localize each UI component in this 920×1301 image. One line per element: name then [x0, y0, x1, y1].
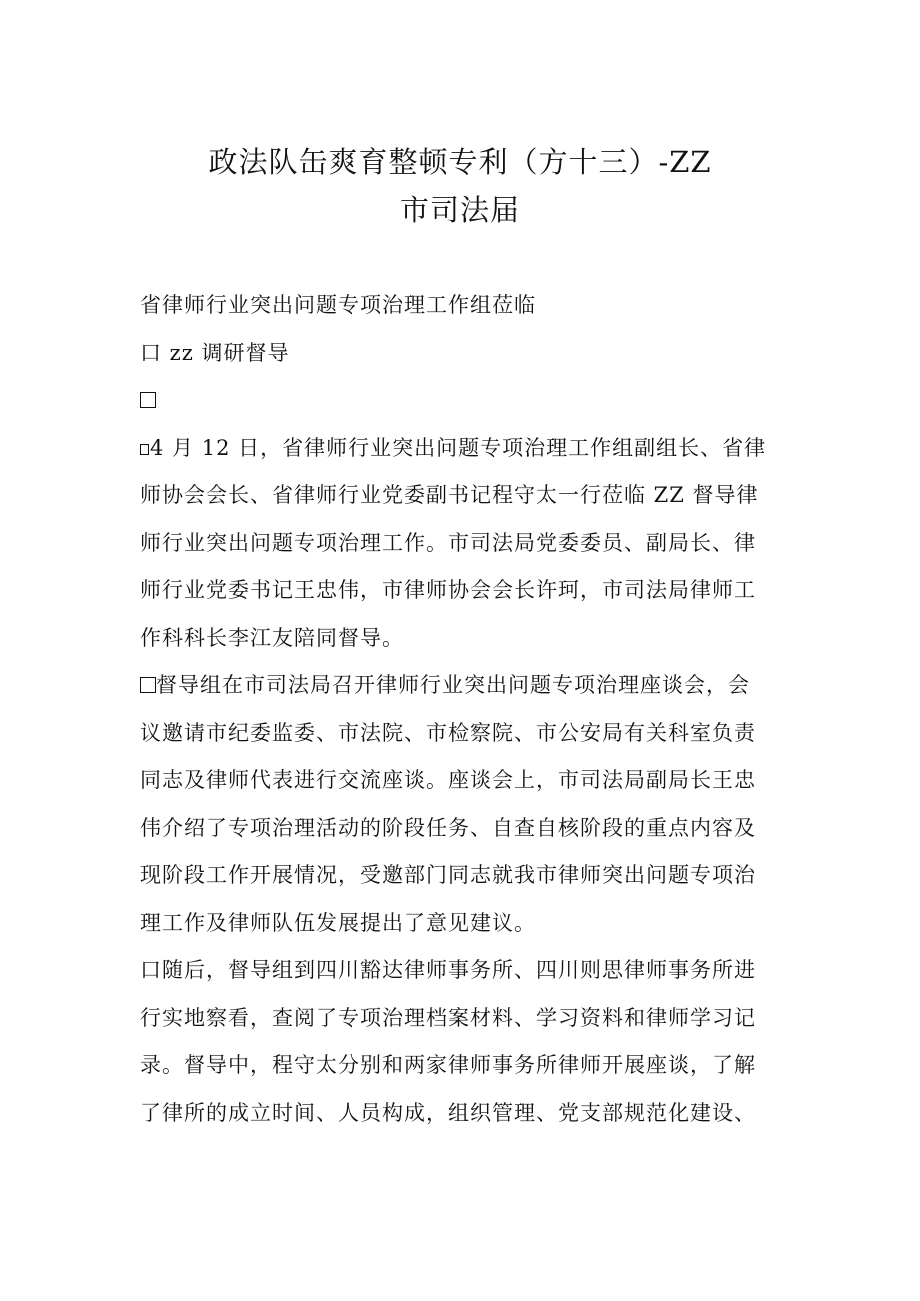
- body-line-4: [140, 425, 800, 473]
- body-line-17: 录。督导中，程守太分别和两家律师事务所律师开展座谈，了解: [140, 1053, 756, 1077]
- body-line-6: 师行业突出问题专项治理工作。市司法局党委委员、副局长、律: [140, 530, 756, 555]
- body-line-1: 省律师行业突出问题专项治理工作组莅临: [140, 293, 536, 317]
- document-title: [0, 138, 920, 234]
- body-line-15: 口随后，督导组到四川豁达律师事务所、四川则思律师事务所进: [140, 958, 756, 982]
- small-box-icon: [140, 444, 149, 455]
- body-line-13: 现阶段工作开展情况，受邀部门同志就我市律师突出问题专项治: [140, 863, 756, 887]
- body-line-5: 师协会会长、省律师行业党委副书记程守太一行莅临 ZZ 督导律: [140, 483, 759, 507]
- body-line-9-text: 督导组在市司法局召开律师行业突出问题专项治理座谈会，会: [156, 673, 750, 697]
- body-line-10: 议邀请市纪委监委、市法院、市检察院、市公安局有关科室负责: [140, 720, 756, 745]
- body-line-11: 同志及律师代表进行交流座谈。座谈会上，市司法局副局长王忠: [140, 768, 756, 792]
- body-line-12: 伟介绍了专项治理活动的阶段任务、自查自核阶段的重点内容及: [140, 815, 756, 840]
- body-line-8: 作科科长李江友陪同督导。: [140, 625, 404, 650]
- body-line-14: 理工作及律师队伍发展提出了意见建议。: [140, 910, 536, 935]
- body-line-7: 师行业党委书记王忠伟，市律师协会会长许珂，市司法局律师工: [140, 578, 756, 602]
- title-line-2: 市司法届: [399, 193, 520, 227]
- body-line-3: [140, 377, 800, 425]
- body-line-16: 行实地察看，查阅了专项治理档案材料、学习资料和律师学习记: [140, 1005, 756, 1030]
- title-line-1: 政法队缶爽育整顿专利（方十三）-ZZ: [208, 145, 712, 179]
- body-line-2: 口 zz 调研督导: [140, 340, 290, 365]
- empty-box-icon: [140, 392, 156, 408]
- body-line-9: [140, 662, 800, 710]
- paragraph-box-icon: [140, 677, 156, 693]
- body-line-18: 了律所的成立时间、人员构成，组织管理、党支部规范化建设、: [140, 1100, 756, 1125]
- document-body: [140, 282, 800, 1137]
- body-line-4-text: 4 月 12 日，省律师行业突出问题专项治理工作组副组长、省律: [150, 435, 767, 460]
